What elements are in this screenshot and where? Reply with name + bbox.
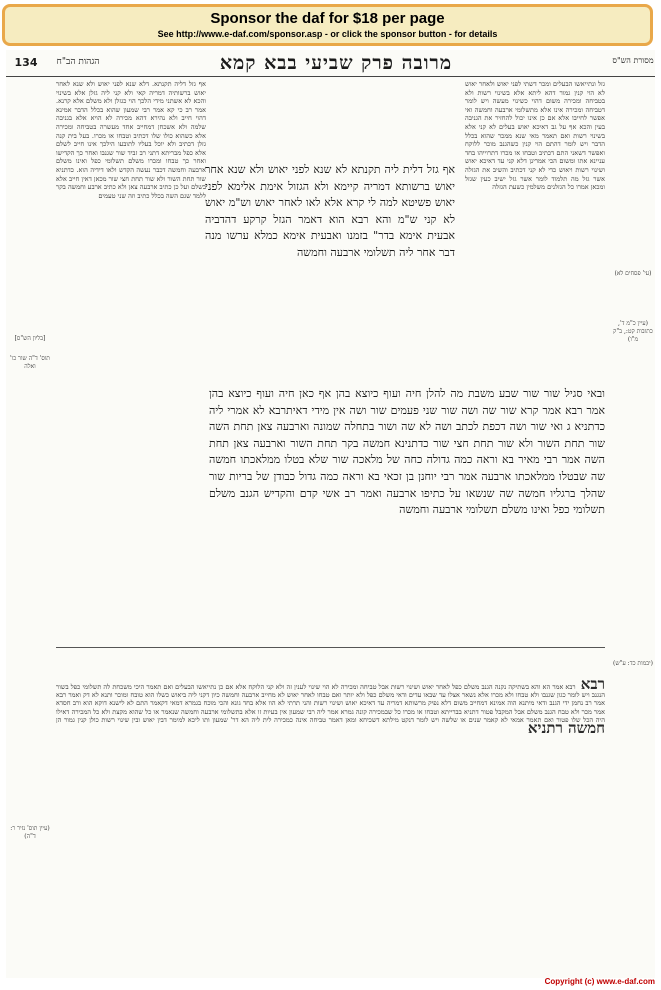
hagahot-column (6, 80, 52, 970)
copyright-link[interactable]: Copyright (c) www.e-daf.com (544, 977, 655, 986)
daf-page (6, 50, 655, 978)
masoret-column (609, 80, 655, 970)
sponsor-banner[interactable] (2, 4, 653, 46)
lower-commentary (56, 680, 605, 968)
lower-commentary-text: רבא אמר הא והא בשתיקה נקנה הגנב משלם כפל לאחר יאוש ושינוי רשות אבל טביחה ומכירה לא הוי שינוי לענין זה ולא קני הלוקח אלא אם כן נתייאשו הבעלים ואם תאמר היכי משכחת לה תשלומי כפל בשור הנגנב ויש לומר כגון שגנבו ולא טבחו ולא מכרו אלא נשאר אצלו עד שבאו עדים ודאי משלם כפל ולא יותר ואם טבחו לאחר יאוש לא מחייב ארבעה וחמשה כיון דקני ליה ביאוש כשלו הוא טובח ומוכר ותנא לא דק ואמר רבא אמר רב נחמן ידי הגנב ודאי מיתנא הוה אמינא דמחייב משום דלא נפיק מרשותא דמריה עד דאיכא יאוש ושינוי רשות והני תרתי לא הוו אלא בחד גונא והכי מוכח בגמרא דמאי דקאמר התם לא לישנא דוקא הוא ורב חסדא אמר מכר ולא טבח הגנב משלם אבל המקבל פטור דתניא בברייתא וטבחו או מכרו כל שבמכירה קונה גמרא אמר ליה רבי שמעון אין בעיות זו אלא בתשלומי ארבעה וחמשה שנאמר או כל שהוא מקצת ולא כל המכירה דאילו היה הכל שלו פטור ואם תאמר אמאי לא קאמר שנים או שלשה ויש לומר דנקט מילתא דשכיחא ומאן דאמר טביחה אינה כמכירה לית ליה הא דר' שמעון ותו ליכא למימר דבין יאוש ובין שינוי רשות כולן קנין גמור הן (56, 683, 605, 724)
hagahot-label: הגהות הב"ח (56, 57, 100, 67)
divider (56, 647, 605, 648)
baraita-label: רתניא (527, 719, 563, 738)
side-note: (יבמות כד: ע"ש) (613, 660, 653, 667)
side-note: (עיין תוס' נזיר ר: ד"ה) (10, 825, 50, 840)
gemara-text-main: ובאי סגיל שור שור שבע משבת מה להלן חיה ועוף כיוצא בהן אף כאן חיה ועוף כיוצא בהן אמר רבא אמר קרא שור שה ושה שור שני פעמים שור ושה אין מידי דאיתרבא לא אמרי ליה כדתניא ג ואי שור ושה דכפת לכתב ושה לא שה ושור בתחלה שמונה וארבעה צאן תחת השה שור תחת השור ולא שור תחת חצי שור כדתנינא חמשה בקר תחת השור וארבעה צאן תחת השה אמר רבי מאיר בא וראה כמה גדולה כחה של מלאכה שור שלא בטלו ממלאכתו חמשה שה שבטלו ממלאכתו ארבעה אמר רבי יוחנן בן זכאי בא וראה כמה גדול כבודן של בריות שור שהלך ברגליו חמשה שה שנשאו על כתיפו ארבעה ואמר רב אשי קדם והקדיש הגנב משלם תשלומי כפל ואינו משלם תשלומי ארבעה וחמשה (209, 387, 605, 517)
tosafot-commentary: גזל ונתייאשו הבעלים ומכר דשתי לפני יאוש ולאחר יאוש לא הוי קנין גמור דהא ליתא אלא בשינוי רשות ולא בטביחה ומכירה משום דהוי כשינוי מעשה ויש לומר דטביחה ומכירה אינו אלא מתשלומי ארבעה וחמשה ואי אפשר לחייבו אלא אם כן אינו יכול להחזיר את הגניבה בעין והכא אף על גב דאיכא יאוש בעלים לא קני אלא בשינוי רשות ואם תאמר מאי שנא ממכר שהוא בכלל הדבר ויש לומר דהתם הוי קנין כשהגנב מוכר ללוקח ואפשר דשאני התם דכתיב וטבחו או מכרו דתרוייהו בחד עניינא אתו ומשום הכי אמרינן דלא קני עד דאיכא יאוש ושינוי רשות ויאוש כדי לא קני דכתיב והשיב את הגזלה אשר גזל מה תלמוד לומר אשר גזל ישיב כעין שגזל ומכאן אמרו כל הגזלנים משלמין כשעת הגזלה (465, 80, 605, 192)
page-header (6, 50, 655, 77)
chapter-title: מרובה פרק שביעי בבא קמא (219, 52, 453, 74)
sponsor-title[interactable]: Sponsor the daf for $18 per page (210, 10, 445, 27)
talmud-text-area (56, 80, 605, 970)
lead-word: רבא (580, 680, 605, 693)
side-note: (עי' פסחים לא) (614, 270, 652, 277)
rashi-commentary: אף גזל דליה תקנתא. דלא שנא לפני יאוש ולא שנא לאחר יאוש ברשותיה דמריה קאי ולא קני ליה גזלן אלא בשינוי והכא לא אשתני מידי הלכך הוי כגזלן ולא משלם אלא קרנא. אמר רב כי קא אמר רבי שמעון שהוא בכלל הדבר אמינא דהוי חייב ולא נהירא דהא מכירה לא הויא אלא בגניבה שלמה ולא אשכחן דמחייב אחד מעשרה בטביחה ומכירה אלא כשהוא כולו שלו דכתיב וטבחו או מכרו. בעל בית קנה גזלן דכתיב ולא יוכל בעליו לתובעו הילכך אינו חייב לשלם אלא כפל מבריתא דתני רב זביד שור שגנבו ואחר כך הקדישו ואחר כך טבחו ומכרו משלם תשלומי כפל ואינו משלם ארבעה וחמשה דכבר נעשה הקדש ולאו דידיה הוא. כדתניא שור תחת השור ולא שור תחת חצי שור מכאן דאין חייב אלא בשלם ועל כן כתיב ארבעה צאן ולא כתיב ארבע וחמשה בקר ללמד שגם השה בכלל כתיב וזה שני טעמים (56, 80, 206, 200)
side-note: (עיין כ"מ ד', כתובות קט:, ב"ק מ"ו) (613, 320, 653, 343)
gemara-text-top: אף גזל דלית ליה תקנתא לא שנא לפני יאוש ולא שנא אחר יאוש ברשותא דמריה קיימא ולא הגזול אימת אלימא לפני יאוש פשיטא למה לי קרא אלא לאו לאחר יאוש וש"מ יאוש לא קני ש"מ והא רבא הוא דאמר הגזל קרקע דהדביה אבעית אימא בדר" בזמנו ואבעית אימא כמלא ערשו מנה דבר אחר ליה תשלומי ארבעה וחמשה (205, 163, 455, 259)
page-number: 134 (14, 56, 38, 69)
masoret-label: מסורת הש"ס (612, 56, 654, 65)
side-note: תוס' ד"ה שור כו' ואלה (10, 355, 50, 370)
sponsor-subtitle[interactable]: See http://www.e-daf.com/sponsor.asp - or click the sponsor button - for details (157, 29, 498, 39)
mishnah-label: חמשה (567, 719, 605, 738)
side-note: [בליון הש"ס] (14, 335, 46, 342)
